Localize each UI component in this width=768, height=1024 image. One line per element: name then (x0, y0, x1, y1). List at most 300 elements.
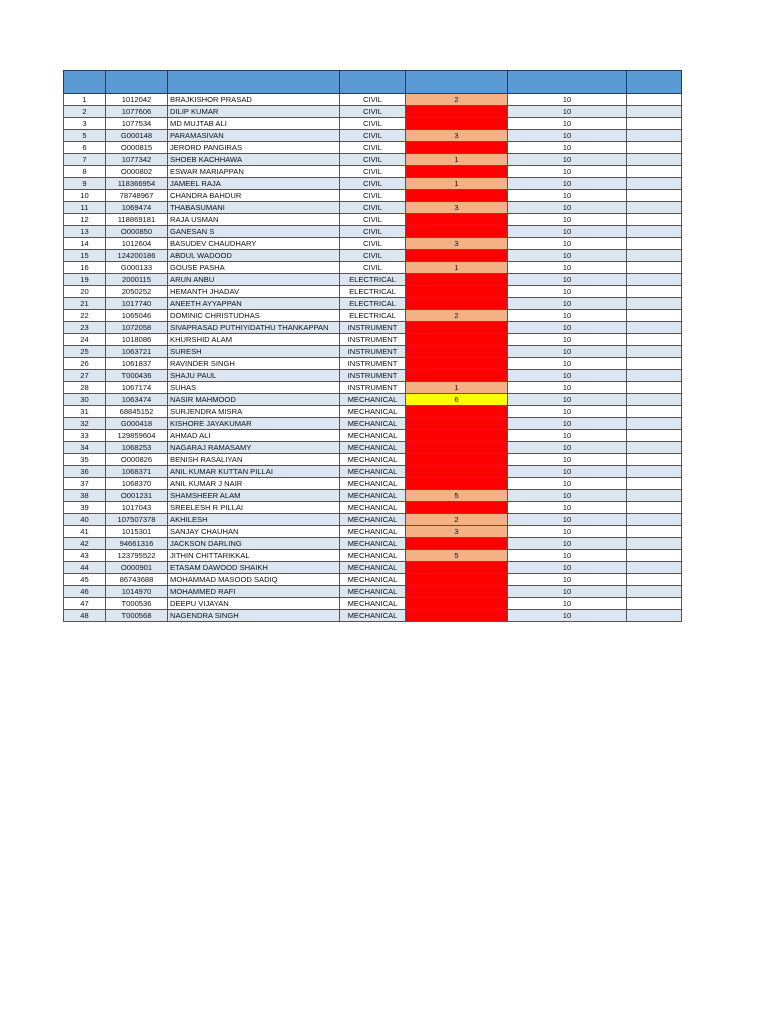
cell-name: AKHILESH (168, 514, 340, 526)
cell-total: 10 (508, 610, 627, 622)
cell-extra (627, 382, 682, 394)
cell-name: KISHORE JAYAKUMAR (168, 418, 340, 430)
cell-total: 10 (508, 394, 627, 406)
cell-name: SREELESH R PILLAI (168, 502, 340, 514)
cell-extra (627, 322, 682, 334)
cell-serial: 45 (64, 574, 106, 586)
cell-extra (627, 262, 682, 274)
cell-department: CIVIL (340, 118, 406, 130)
cell-serial: 3 (64, 118, 106, 130)
cell-extra (627, 274, 682, 286)
cell-name: JAMEEL RAJA (168, 178, 340, 190)
table-row (64, 154, 682, 166)
cell-serial: 7 (64, 154, 106, 166)
cell-score: 0 (406, 214, 508, 226)
cell-score: 0 (406, 406, 508, 418)
table-row (64, 238, 682, 250)
cell-name: ANIL KUMAR KUTTAN PILLAI (168, 466, 340, 478)
cell-name: SANJAY CHAUHAN (168, 526, 340, 538)
cell-score: 0 (406, 358, 508, 370)
cell-score: 5 (406, 550, 508, 562)
cell-id: 118366954 (106, 178, 168, 190)
cell-serial: 5 (64, 130, 106, 142)
cell-id: 1077534 (106, 118, 168, 130)
table-row (64, 118, 682, 130)
cell-name: JERORD PANGIRAS (168, 142, 340, 154)
cell-department: INSTRUMENT (340, 334, 406, 346)
cell-total: 10 (508, 370, 627, 382)
table-row (64, 490, 682, 502)
cell-extra (627, 502, 682, 514)
cell-id: 1017043 (106, 502, 168, 514)
cell-score: 0 (406, 286, 508, 298)
cell-extra (627, 346, 682, 358)
cell-extra (627, 226, 682, 238)
cell-id: 1065046 (106, 310, 168, 322)
cell-serial: 20 (64, 286, 106, 298)
cell-total: 10 (508, 430, 627, 442)
table-row (64, 394, 682, 406)
cell-id: 1068371 (106, 466, 168, 478)
cell-department: INSTRUMENT (340, 322, 406, 334)
cell-serial: 15 (64, 250, 106, 262)
header-name (168, 71, 340, 94)
cell-score: 3 (406, 202, 508, 214)
cell-department: MECHANICAL (340, 478, 406, 490)
cell-extra (627, 598, 682, 610)
cell-department: CIVIL (340, 214, 406, 226)
cell-name: SHOEB KACHHAWA (168, 154, 340, 166)
cell-id: 1015301 (106, 526, 168, 538)
cell-total: 10 (508, 154, 627, 166)
cell-name: SHAMSHEER ALAM (168, 490, 340, 502)
cell-serial: 6 (64, 142, 106, 154)
table-row (64, 274, 682, 286)
cell-name: THABASUMANI (168, 202, 340, 214)
cell-department: MECHANICAL (340, 574, 406, 586)
cell-total: 10 (508, 598, 627, 610)
cell-score: 0 (406, 190, 508, 202)
cell-extra (627, 214, 682, 226)
cell-total: 10 (508, 94, 627, 106)
cell-department: MECHANICAL (340, 490, 406, 502)
cell-name: PARAMASIVAN (168, 130, 340, 142)
cell-id: 1061837 (106, 358, 168, 370)
cell-extra (627, 538, 682, 550)
cell-id: T000536 (106, 598, 168, 610)
cell-extra (627, 142, 682, 154)
header-extra (627, 71, 682, 94)
cell-score: 0 (406, 370, 508, 382)
cell-extra (627, 430, 682, 442)
cell-department: CIVIL (340, 154, 406, 166)
cell-extra (627, 250, 682, 262)
cell-department: CIVIL (340, 190, 406, 202)
cell-name: ETASAM DAWOOD SHAIKH (168, 562, 340, 574)
cell-extra (627, 454, 682, 466)
cell-total: 10 (508, 346, 627, 358)
cell-total: 10 (508, 274, 627, 286)
cell-id: 1018086 (106, 334, 168, 346)
cell-score: 0 (406, 442, 508, 454)
table-row (64, 262, 682, 274)
cell-name: BASUDEV CHAUDHARY (168, 238, 340, 250)
cell-id: 2050252 (106, 286, 168, 298)
cell-total: 10 (508, 310, 627, 322)
cell-total: 10 (508, 574, 627, 586)
cell-score: 0 (406, 250, 508, 262)
cell-score: 0 (406, 610, 508, 622)
cell-total: 10 (508, 106, 627, 118)
table-row (64, 574, 682, 586)
cell-total: 10 (508, 442, 627, 454)
cell-name: GOUSE PASHA (168, 262, 340, 274)
cell-id: 1012042 (106, 94, 168, 106)
cell-name: MOHAMMAD MASOOD SADIQ (168, 574, 340, 586)
cell-total: 10 (508, 550, 627, 562)
cell-name: CHANDRA BAHDUR (168, 190, 340, 202)
cell-department: MECHANICAL (340, 394, 406, 406)
cell-name: ARUN ANBU (168, 274, 340, 286)
cell-score: 1 (406, 382, 508, 394)
cell-name: SURESH (168, 346, 340, 358)
cell-score: 1 (406, 178, 508, 190)
cell-extra (627, 490, 682, 502)
cell-department: CIVIL (340, 250, 406, 262)
cell-score: 2 (406, 310, 508, 322)
cell-extra (627, 190, 682, 202)
cell-total: 10 (508, 526, 627, 538)
cell-serial: 16 (64, 262, 106, 274)
cell-serial: 39 (64, 502, 106, 514)
cell-serial: 30 (64, 394, 106, 406)
cell-extra (627, 610, 682, 622)
cell-extra (627, 442, 682, 454)
cell-name: JITHIN CHITTARIKKAL (168, 550, 340, 562)
cell-name: ESWAR MARIAPPAN (168, 166, 340, 178)
cell-name: HEMANTH JHADAV (168, 286, 340, 298)
cell-extra (627, 178, 682, 190)
cell-score: 0 (406, 586, 508, 598)
table-row (64, 442, 682, 454)
cell-id: T000568 (106, 610, 168, 622)
cell-total: 10 (508, 490, 627, 502)
cell-id: G000418 (106, 418, 168, 430)
cell-name: GANESAN S (168, 226, 340, 238)
cell-extra (627, 106, 682, 118)
cell-total: 10 (508, 562, 627, 574)
cell-id: O000850 (106, 226, 168, 238)
cell-serial: 46 (64, 586, 106, 598)
cell-serial: 11 (64, 202, 106, 214)
cell-id: 1014970 (106, 586, 168, 598)
cell-score: 0 (406, 118, 508, 130)
cell-extra (627, 562, 682, 574)
cell-extra (627, 358, 682, 370)
cell-id: 1063721 (106, 346, 168, 358)
cell-serial: 48 (64, 610, 106, 622)
cell-total: 10 (508, 538, 627, 550)
cell-id: T000436 (106, 370, 168, 382)
cell-department: MECHANICAL (340, 562, 406, 574)
table-row (64, 526, 682, 538)
cell-name: NAGENDRA SINGH (168, 610, 340, 622)
table-row (64, 358, 682, 370)
cell-score: 6 (406, 394, 508, 406)
cell-extra (627, 394, 682, 406)
cell-serial: 47 (64, 598, 106, 610)
cell-score: 3 (406, 130, 508, 142)
cell-id: O000815 (106, 142, 168, 154)
cell-score: 0 (406, 166, 508, 178)
table-body (64, 94, 682, 622)
cell-id: 129859604 (106, 430, 168, 442)
cell-total: 10 (508, 142, 627, 154)
cell-serial: 1 (64, 94, 106, 106)
cell-serial: 32 (64, 418, 106, 430)
cell-score: 0 (406, 454, 508, 466)
cell-serial: 23 (64, 322, 106, 334)
cell-name: AHMAD ALI (168, 430, 340, 442)
cell-id: 1069474 (106, 202, 168, 214)
cell-extra (627, 118, 682, 130)
cell-name: RAVINDER SINGH (168, 358, 340, 370)
cell-total: 10 (508, 514, 627, 526)
cell-department: MECHANICAL (340, 406, 406, 418)
table-row (64, 178, 682, 190)
cell-department: MECHANICAL (340, 454, 406, 466)
cell-total: 10 (508, 178, 627, 190)
cell-total: 10 (508, 358, 627, 370)
cell-id: 78748967 (106, 190, 168, 202)
cell-id: O001231 (106, 490, 168, 502)
table-row (64, 346, 682, 358)
cell-serial: 34 (64, 442, 106, 454)
cell-serial: 2 (64, 106, 106, 118)
cell-name: SIVAPRASAD PUTHIYIDATHU THANKAPPAN (168, 322, 340, 334)
cell-serial: 19 (64, 274, 106, 286)
cell-extra (627, 154, 682, 166)
cell-name: ANEETH AYYAPPAN (168, 298, 340, 310)
cell-serial: 36 (64, 466, 106, 478)
cell-id: 2000115 (106, 274, 168, 286)
cell-serial: 35 (64, 454, 106, 466)
cell-extra (627, 574, 682, 586)
cell-extra (627, 94, 682, 106)
cell-serial: 24 (64, 334, 106, 346)
cell-id: 123795522 (106, 550, 168, 562)
table-row (64, 514, 682, 526)
cell-serial: 14 (64, 238, 106, 250)
cell-score: 0 (406, 562, 508, 574)
table-row (64, 166, 682, 178)
table-row (64, 214, 682, 226)
cell-id: O000826 (106, 454, 168, 466)
cell-score: 2 (406, 94, 508, 106)
cell-total: 10 (508, 586, 627, 598)
cell-department: MECHANICAL (340, 586, 406, 598)
header-total (508, 71, 627, 94)
cell-id: 1077342 (106, 154, 168, 166)
cell-total: 10 (508, 478, 627, 490)
table-row (64, 382, 682, 394)
cell-score: 0 (406, 466, 508, 478)
cell-id: G000148 (106, 130, 168, 142)
table-row (64, 226, 682, 238)
cell-total: 10 (508, 166, 627, 178)
cell-id: 124200186 (106, 250, 168, 262)
cell-extra (627, 526, 682, 538)
cell-total: 10 (508, 322, 627, 334)
table-row (64, 322, 682, 334)
cell-serial: 26 (64, 358, 106, 370)
cell-department: ELECTRICAL (340, 286, 406, 298)
table-row (64, 298, 682, 310)
cell-id: O000802 (106, 166, 168, 178)
table-row (64, 610, 682, 622)
cell-id: G000133 (106, 262, 168, 274)
cell-serial: 9 (64, 178, 106, 190)
cell-name: SHAJU PAUL (168, 370, 340, 382)
cell-department: INSTRUMENT (340, 370, 406, 382)
cell-total: 10 (508, 466, 627, 478)
cell-serial: 31 (64, 406, 106, 418)
cell-serial: 8 (64, 166, 106, 178)
cell-id: 1012604 (106, 238, 168, 250)
cell-extra (627, 478, 682, 490)
table-row (64, 94, 682, 106)
cell-department: CIVIL (340, 178, 406, 190)
cell-score: 0 (406, 226, 508, 238)
cell-score: 0 (406, 502, 508, 514)
cell-total: 10 (508, 334, 627, 346)
cell-serial: 10 (64, 190, 106, 202)
cell-total: 10 (508, 238, 627, 250)
cell-extra (627, 466, 682, 478)
cell-extra (627, 238, 682, 250)
cell-score: 0 (406, 598, 508, 610)
cell-score: 0 (406, 142, 508, 154)
cell-department: CIVIL (340, 238, 406, 250)
cell-name: DEEPU VIJAYAN (168, 598, 340, 610)
cell-name: SURJENDRA MISRA (168, 406, 340, 418)
cell-department: CIVIL (340, 166, 406, 178)
cell-score: 1 (406, 154, 508, 166)
table-row (64, 286, 682, 298)
table-row (64, 130, 682, 142)
cell-department: ELECTRICAL (340, 310, 406, 322)
cell-serial: 12 (64, 214, 106, 226)
header-serial (64, 71, 106, 94)
cell-department: CIVIL (340, 202, 406, 214)
cell-department: MECHANICAL (340, 550, 406, 562)
cell-department: CIVIL (340, 262, 406, 274)
cell-total: 10 (508, 250, 627, 262)
cell-department: INSTRUMENT (340, 346, 406, 358)
cell-total: 10 (508, 502, 627, 514)
cell-score: 0 (406, 538, 508, 550)
cell-score: 0 (406, 346, 508, 358)
cell-extra (627, 130, 682, 142)
cell-id: 118869181 (106, 214, 168, 226)
cell-extra (627, 334, 682, 346)
cell-name: MOHAMMED RAFI (168, 586, 340, 598)
table-row (64, 202, 682, 214)
cell-serial: 41 (64, 526, 106, 538)
cell-name: DILIP KUMAR (168, 106, 340, 118)
cell-extra (627, 418, 682, 430)
cell-department: ELECTRICAL (340, 298, 406, 310)
cell-total: 10 (508, 118, 627, 130)
header-score (406, 71, 508, 94)
table-row (64, 250, 682, 262)
cell-extra (627, 550, 682, 562)
cell-department: CIVIL (340, 130, 406, 142)
cell-total: 10 (508, 226, 627, 238)
cell-score: 1 (406, 262, 508, 274)
cell-extra (627, 202, 682, 214)
cell-total: 10 (508, 454, 627, 466)
table-row (64, 418, 682, 430)
cell-total: 10 (508, 418, 627, 430)
table-row (64, 406, 682, 418)
cell-department: CIVIL (340, 94, 406, 106)
cell-serial: 22 (64, 310, 106, 322)
cell-total: 10 (508, 262, 627, 274)
cell-total: 10 (508, 214, 627, 226)
table-row (64, 466, 682, 478)
cell-score: 3 (406, 526, 508, 538)
cell-total: 10 (508, 406, 627, 418)
cell-serial: 42 (64, 538, 106, 550)
cell-department: MECHANICAL (340, 502, 406, 514)
table-row (64, 430, 682, 442)
cell-department: INSTRUMENT (340, 358, 406, 370)
cell-department: CIVIL (340, 106, 406, 118)
cell-serial: 21 (64, 298, 106, 310)
table-row (64, 550, 682, 562)
cell-id: 1017740 (106, 298, 168, 310)
cell-total: 10 (508, 382, 627, 394)
cell-score: 0 (406, 574, 508, 586)
cell-score: 3 (406, 238, 508, 250)
cell-serial: 44 (64, 562, 106, 574)
cell-score: 0 (406, 430, 508, 442)
cell-name: NASIR MAHMOOD (168, 394, 340, 406)
cell-score: 0 (406, 274, 508, 286)
table-row (64, 538, 682, 550)
table-row (64, 106, 682, 118)
cell-total: 10 (508, 190, 627, 202)
cell-department: ELECTRICAL (340, 274, 406, 286)
cell-score: 2 (406, 514, 508, 526)
cell-score: 5 (406, 490, 508, 502)
cell-id: 1068370 (106, 478, 168, 490)
cell-department: INSTRUMENT (340, 382, 406, 394)
cell-department: MECHANICAL (340, 430, 406, 442)
cell-id: 1068253 (106, 442, 168, 454)
cell-department: MECHANICAL (340, 442, 406, 454)
cell-department: MECHANICAL (340, 514, 406, 526)
cell-name: SUHAS (168, 382, 340, 394)
table-row (64, 586, 682, 598)
cell-extra (627, 286, 682, 298)
cell-id: 1072058 (106, 322, 168, 334)
cell-department: CIVIL (340, 142, 406, 154)
cell-name: JACKSON DARLING (168, 538, 340, 550)
cell-serial: 38 (64, 490, 106, 502)
cell-extra (627, 370, 682, 382)
